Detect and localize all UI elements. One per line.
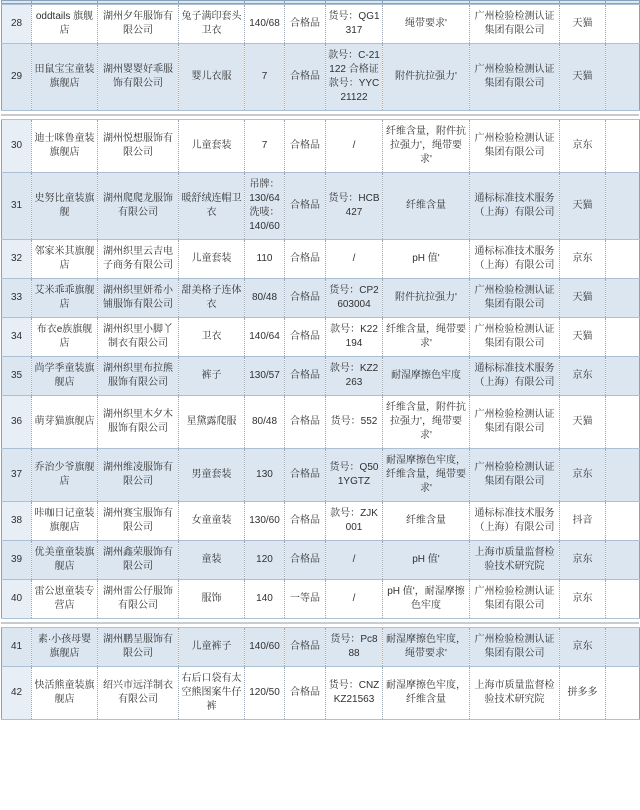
- cell-spec: 110: [245, 240, 285, 279]
- cell-items: 绳带要求': [383, 5, 470, 44]
- cell-company: 湖州婴婴好乖服饰有限公司: [98, 44, 179, 111]
- cell-grade: 一等品: [285, 580, 326, 619]
- cell-platform: 抖音: [560, 502, 606, 541]
- cell-batch: 货号：552: [326, 396, 383, 449]
- cell-extra: [606, 628, 640, 667]
- cell-product: 男童套装: [179, 449, 245, 502]
- cell-no: 35: [2, 357, 32, 396]
- cell-spec: 140/64: [245, 318, 285, 357]
- cell-store: 快活熊童装旗舰店: [32, 667, 98, 720]
- cell-items: pH 值'，耐湿摩擦色牢度: [383, 580, 470, 619]
- cell-platform: 京东: [560, 449, 606, 502]
- cell-agency: 广州检验检测认证集团有限公司: [470, 628, 560, 667]
- cell-batch: 货号：CP2603004: [326, 279, 383, 318]
- cell-platform: 天猫: [560, 396, 606, 449]
- cell-batch: 货号：CNZKZ21563: [326, 667, 383, 720]
- cell-grade: 合格品: [285, 240, 326, 279]
- cell-store: 布衣e族旗舰店: [32, 318, 98, 357]
- cell-extra: [606, 318, 640, 357]
- cell-batch: 货号：Pc888: [326, 628, 383, 667]
- cell-batch: /: [326, 240, 383, 279]
- cell-store: 田鼠宝宝童装旗舰店: [32, 44, 98, 111]
- cell-extra: [606, 396, 640, 449]
- cell-company: 湖州织里布拉熊服饰有限公司: [98, 357, 179, 396]
- cell-spec: 130: [245, 449, 285, 502]
- cell-no: 33: [2, 279, 32, 318]
- table-row: [2, 628, 640, 667]
- cell-no: 34: [2, 318, 32, 357]
- cell-agency: 广州检验检测认证集团有限公司: [470, 44, 560, 111]
- cell-company: 湖州织里云吉电子商务有限公司: [98, 240, 179, 279]
- cell-grade: 合格品: [285, 628, 326, 667]
- cell-company: 绍兴市远洋制衣有限公司: [98, 667, 179, 720]
- cell-items: 纤维含量，附件抗拉强力'，绳带要求': [383, 120, 470, 173]
- cell-spec: 120/50: [245, 667, 285, 720]
- cell-agency: 广州检验检测认证集团有限公司: [470, 580, 560, 619]
- cell-grade: 合格品: [285, 449, 326, 502]
- cell-batch: 款号：C-21122 合格证款号：YYC21122: [326, 44, 383, 111]
- cell-spec: 7: [245, 120, 285, 173]
- table-section-3: [1, 627, 640, 720]
- cell-agency: 通标标准技术服务（上海）有限公司: [470, 173, 560, 240]
- cell-grade: 合格品: [285, 5, 326, 44]
- table-row: [2, 44, 640, 111]
- cell-platform: 天猫: [560, 173, 606, 240]
- table-row: [2, 580, 640, 619]
- cell-items: 耐湿摩擦色牢度，纤维含量，绳带要求': [383, 449, 470, 502]
- table-row: [2, 502, 640, 541]
- cell-store: 优美童童装旗舰店: [32, 541, 98, 580]
- table-row: [2, 120, 640, 173]
- cell-platform: 京东: [560, 357, 606, 396]
- cell-agency: 广州检验检测认证集团有限公司: [470, 5, 560, 44]
- table-row: [2, 240, 640, 279]
- cell-no: 31: [2, 173, 32, 240]
- cell-extra: [606, 279, 640, 318]
- cell-extra: [606, 667, 640, 720]
- cell-no: 30: [2, 120, 32, 173]
- cell-batch: 货号：Q501YGTZ: [326, 449, 383, 502]
- cell-grade: 合格品: [285, 541, 326, 580]
- cell-spec: 130/57: [245, 357, 285, 396]
- cell-no: 41: [2, 628, 32, 667]
- bottom-margin: [1, 720, 639, 724]
- cell-grade: 合格品: [285, 318, 326, 357]
- cell-batch: 款号：KZ2263: [326, 357, 383, 396]
- table-row: [2, 357, 640, 396]
- cell-platform: 天猫: [560, 318, 606, 357]
- cell-items: pH 值': [383, 541, 470, 580]
- cell-company: 湖州雷公仔服饰有限公司: [98, 580, 179, 619]
- cell-platform: 天猫: [560, 44, 606, 111]
- cell-platform: 京东: [560, 628, 606, 667]
- cell-batch: 款号：ZJK001: [326, 502, 383, 541]
- cell-company: 湖州织里妍希小铺服饰有限公司: [98, 279, 179, 318]
- cell-store: 邻家米其旗舰店: [32, 240, 98, 279]
- cell-product: 星黛露爬服: [179, 396, 245, 449]
- cell-items: 附件抗拉强力': [383, 279, 470, 318]
- cell-items: 耐湿摩擦色牢度，纤维含量: [383, 667, 470, 720]
- cell-store: 迪士咪鲁童装旗舰店: [32, 120, 98, 173]
- cell-agency: 上海市质量监督检验技术研究院: [470, 541, 560, 580]
- cell-spec: 7: [245, 44, 285, 111]
- cell-items: 纤维含量: [383, 173, 470, 240]
- cell-product: 童装: [179, 541, 245, 580]
- cell-no: 40: [2, 580, 32, 619]
- table-row: [2, 449, 640, 502]
- cell-company: 湖州鑫荣服饰有限公司: [98, 541, 179, 580]
- cell-extra: [606, 357, 640, 396]
- cell-grade: 合格品: [285, 667, 326, 720]
- cell-company: 湖州织里小脚丫制衣有限公司: [98, 318, 179, 357]
- cell-spec: 140/68: [245, 5, 285, 44]
- cell-agency: 通标标准技术服务（上海）有限公司: [470, 502, 560, 541]
- cell-company: 湖州爬爬龙服饰有限公司: [98, 173, 179, 240]
- cell-store: 萌芽猫旗舰店: [32, 396, 98, 449]
- table-row: [2, 279, 640, 318]
- cell-items: 耐湿摩擦色牢度，绳带要求': [383, 628, 470, 667]
- cell-extra: [606, 173, 640, 240]
- cell-store: 史努比童装旗舰: [32, 173, 98, 240]
- cell-product: 右后口袋有太空熊图案牛仔裤: [179, 667, 245, 720]
- cell-agency: 通标标准技术服务（上海）有限公司: [470, 357, 560, 396]
- cell-company: 湖州维凌服饰有限公司: [98, 449, 179, 502]
- cell-agency: 上海市质量监督检验技术研究院: [470, 667, 560, 720]
- cell-spec: 吊牌：130/64 洗唛：140/60: [245, 173, 285, 240]
- cell-store: 素·小孩母婴旗舰店: [32, 628, 98, 667]
- cell-store: 雷公崽童装专营店: [32, 580, 98, 619]
- cell-grade: 合格品: [285, 120, 326, 173]
- cell-extra: [606, 580, 640, 619]
- cell-extra: [606, 120, 640, 173]
- cell-platform: 天猫: [560, 5, 606, 44]
- cell-product: 服饰: [179, 580, 245, 619]
- cell-company: 湖州鹏呈服饰有限公司: [98, 628, 179, 667]
- cell-no: 29: [2, 44, 32, 111]
- cell-grade: 合格品: [285, 279, 326, 318]
- cell-items: pH 值': [383, 240, 470, 279]
- cell-extra: [606, 449, 640, 502]
- cell-extra: [606, 5, 640, 44]
- cell-platform: 京东: [560, 240, 606, 279]
- cell-batch: 款号：K22194: [326, 318, 383, 357]
- cell-agency: 广州检验检测认证集团有限公司: [470, 120, 560, 173]
- cell-product: 儿童裤子: [179, 628, 245, 667]
- cell-agency: 广州检验检测认证集团有限公司: [470, 449, 560, 502]
- cell-no: 28: [2, 5, 32, 44]
- cell-platform: 天猫: [560, 279, 606, 318]
- cell-company: 湖州赛宝服饰有限公司: [98, 502, 179, 541]
- cell-platform: 京东: [560, 541, 606, 580]
- cell-batch: 货号：QG1317: [326, 5, 383, 44]
- cell-grade: 合格品: [285, 44, 326, 111]
- table-section-2: [1, 119, 640, 619]
- cell-platform: 京东: [560, 580, 606, 619]
- cell-no: 37: [2, 449, 32, 502]
- cell-no: 36: [2, 396, 32, 449]
- cell-product: 儿童套装: [179, 240, 245, 279]
- cell-company: 湖州织里木夕木服饰有限公司: [98, 396, 179, 449]
- cell-extra: [606, 240, 640, 279]
- cell-agency: 通标标准技术服务（上海）有限公司: [470, 240, 560, 279]
- table-row: [2, 541, 640, 580]
- table-row: [2, 173, 640, 240]
- cell-items: 耐湿摩擦色牢度: [383, 357, 470, 396]
- cell-no: 39: [2, 541, 32, 580]
- cell-batch: /: [326, 580, 383, 619]
- table-row: [2, 318, 640, 357]
- cell-product: 儿童套装: [179, 120, 245, 173]
- cell-spec: 80/48: [245, 396, 285, 449]
- cell-store: 艾米乖乖旗舰店: [32, 279, 98, 318]
- cell-grade: 合格品: [285, 396, 326, 449]
- cell-extra: [606, 541, 640, 580]
- cell-extra: [606, 502, 640, 541]
- cell-spec: 140: [245, 580, 285, 619]
- cell-no: 38: [2, 502, 32, 541]
- cell-items: 纤维含量，附件抗拉强力'，绳带要求': [383, 396, 470, 449]
- cell-company: 湖州夕年服饰有限公司: [98, 5, 179, 44]
- cell-agency: 广州检验检测认证集团有限公司: [470, 318, 560, 357]
- cell-company: 湖州悦想服饰有限公司: [98, 120, 179, 173]
- cell-spec: 130/60: [245, 502, 285, 541]
- cell-spec: 120: [245, 541, 285, 580]
- table-section-1: [1, 4, 640, 111]
- table-row: [2, 5, 640, 44]
- cell-items: 纤维含量: [383, 502, 470, 541]
- cell-store: 尚学季童装旗舰店: [32, 357, 98, 396]
- cell-product: 甜美格子连体衣: [179, 279, 245, 318]
- cell-platform: 拼多多: [560, 667, 606, 720]
- cell-agency: 广州检验检测认证集团有限公司: [470, 279, 560, 318]
- cell-product: 卫衣: [179, 318, 245, 357]
- cell-no: 32: [2, 240, 32, 279]
- cell-spec: 80/48: [245, 279, 285, 318]
- cell-product: 暖舒绒连帽卫衣: [179, 173, 245, 240]
- table-row: [2, 396, 640, 449]
- cell-platform: 京东: [560, 120, 606, 173]
- cell-extra: [606, 44, 640, 111]
- cell-product: 兔子满印套头卫衣: [179, 5, 245, 44]
- cell-grade: 合格品: [285, 502, 326, 541]
- cell-items: 纤维含量，绳带要求': [383, 318, 470, 357]
- cell-store: oddtails 旗舰店: [32, 5, 98, 44]
- cell-product: 婴儿衣服: [179, 44, 245, 111]
- cell-batch: /: [326, 120, 383, 173]
- cell-store: 乔治少爷旗舰店: [32, 449, 98, 502]
- table-row: [2, 667, 640, 720]
- cell-agency: 广州检验检测认证集团有限公司: [470, 396, 560, 449]
- cell-no: 42: [2, 667, 32, 720]
- cell-product: 裤子: [179, 357, 245, 396]
- section-break: [1, 111, 639, 119]
- cell-batch: /: [326, 541, 383, 580]
- cell-batch: 货号：HCB427: [326, 173, 383, 240]
- cell-spec: 140/60: [245, 628, 285, 667]
- cell-grade: 合格品: [285, 357, 326, 396]
- cell-grade: 合格品: [285, 173, 326, 240]
- cell-items: 附件抗拉强力': [383, 44, 470, 111]
- section-break: [1, 619, 639, 627]
- cell-store: 咔咖日记童装旗舰店: [32, 502, 98, 541]
- cell-product: 女童童装: [179, 502, 245, 541]
